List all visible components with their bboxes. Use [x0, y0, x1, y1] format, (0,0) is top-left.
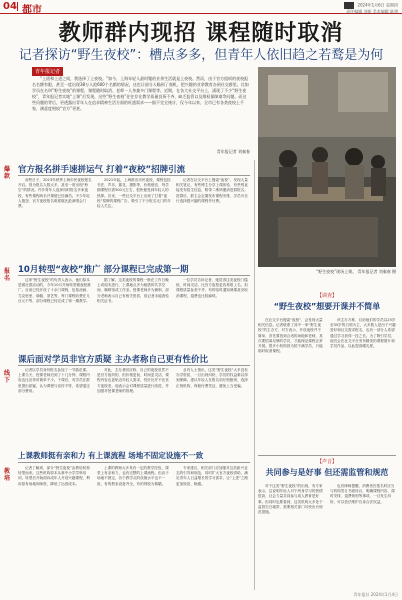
section-column: 据了解，这类夜校的课程一般在工作日晚上或周末进行，上课地点多为租借的共享空间、咖啡馆或工作室。授课老师多为兼职，部分老师表示自己有相关资质，但记者未能查验相关证书。 — [97, 278, 169, 303]
right-column-text: 也有律师提醒，消费者在报名时应当与机构签订书面协议，明确课程内容、课时安排、退费规则等事项，一旦发生纠纷，可以依法维护自身合法权益。 — [330, 484, 395, 504]
section-column: 业内人士指出，这类“野生夜校”大多没有办学资质，一旦出现纠纷，学员的权益难以得到保障。建议年轻人在报名前仔细甄别，选择正规机构，保留付费凭证，避免上当受骗。 — [176, 368, 248, 388]
page-number: 04 — [3, 1, 17, 12]
section-name: 都市 — [22, 5, 42, 16]
lead-paragraph-block — [32, 67, 250, 155]
section-column: 前些日子，2023年秋季上海市民夜校报名开启。因为报名人数太多，甚至一度出现“秒空”的情况。许多青年人选择同时报名多家夜校，有些课程尚未开课便已经满员。不少年轻人抱怨，官方夜校报名难度堪比抢演唱会门票。 — [18, 178, 92, 209]
photo-caption: “野生夜校”现场上课。 青年报记者 刘秦春 摄 — [316, 269, 396, 274]
section-side-label: 爆款 — [4, 166, 11, 180]
section-body — [18, 278, 250, 338]
section-rule — [18, 462, 250, 463]
lead-tag: 青年报记者 — [32, 67, 63, 76]
section-title: 10月转型“夜校”推广 部分课程已完成第一期 — [18, 265, 189, 275]
right-bottom-tag: 【声音】 — [316, 459, 337, 465]
header-meta — [344, 2, 398, 14]
column-divider — [254, 160, 255, 590]
section-column: 专家建议，相关部门应加强对这类新兴业态的引导和规范，同时扩大官方夜校供给，满足青年人日益增长的学习需求，让“上进”之路更加规范、畅通。 — [176, 466, 249, 486]
section-column: 上课的教师大多具有一定的教学经验，课堂上有亲和力，也有完整的上课流程。但由于场地不固定，各个教学点的设施水平也不一致，有的教室设备齐全，有的则较为简陋。 — [97, 466, 169, 486]
newspaper-logo-icon — [344, 2, 354, 9]
section-body — [18, 368, 250, 438]
news-photo — [258, 67, 396, 267]
section-column: 2021年起，上海推出市民夜校，课程包括书法、声乐、插花、摄影等，价格便宜，每学期课程仅需500元左右，很快便受到年轻人的热捧。后来，一些社交平台上出现了打着“夜校”招牌的课程广告，吸引了不少报名无门的年轻人关注。 — [97, 178, 171, 209]
sub-headline: 记者探访“野生夜校”：槽点多多，但青年人依旧趋之若鹜是为何 — [18, 48, 384, 63]
right-bottom-title: 共同参与是好事 但还需监管和规范 — [265, 468, 389, 477]
section-side-label: 线下 — [4, 370, 11, 384]
classroom-photo-image — [258, 67, 396, 267]
main-headline: 教师群内现招 课程随时取消 — [58, 21, 344, 46]
right-top-title: “野生夜校”想要开课并不简单 — [273, 302, 381, 311]
section-side-label: 教培 — [4, 468, 11, 482]
right-bottom-header — [258, 458, 396, 478]
right-section-rule — [258, 455, 396, 456]
section-column: 一位学员告诉记者，她觉得这类夜校门槛低、时间灵活，比官方夜校更容易报上名，但课程质量参差不齐，有时临时通知调课甚至取消课程，退费也比较麻烦。 — [176, 278, 248, 298]
page-header-bar — [0, 0, 402, 14]
section-side-label: 报名 — [4, 268, 11, 282]
lead-text: “上班和上进之间，我选择了上夜校。”如今，上海年轻人最时髦的业余生活就是上夜校。然而，由于官方组织的夜校报名名额有限，甚至一度出现38万人抢600个名额的情况，这也让部分人瞄到了商机，把兴趣的业余教育办到社交群里。比如学员在名叫“野生夜校”的课程，课程随时取消、老师一人身兼多门课程等。近期，在各大社交平台上，涌现了不少“野生夜校”，青年报记者实地“上课”后发现，这些“野生夜校”往往存在教学质量良莠不齐、缺乏监管以及维权保障难等问题。而这些问题的背后，更透露出青年人在追求精神生活方面的旺盛需求——据不完全统计，仅今年以来，全市已有各类夜校上千家，满意度相较“官方”更甚。 — [32, 76, 249, 111]
right-column-text: 对于这类“野生夜校”的出现，有专家表示，这说明年轻人对于终身学习的热情很高，社会力量共同参与成人教育是好事。但同时也要看到，这类机构大多处于监管空白地带，需要相关部门尽快出台规范措施。 — [258, 484, 323, 515]
section-column: 记者了解到，部分“野生夜校”由教培机构转型而来。这些机构原本从事中小学学科培训，转型后开始面向成年人开设兴趣课程，利用原有场地和师资，降低了运营成本。 — [18, 466, 90, 486]
section-rule — [18, 275, 250, 276]
section-title: 上课教师挺有亲和力 有上课流程 场地不固定设施不一致 — [18, 451, 204, 460]
section-body — [18, 178, 250, 248]
section-body — [18, 466, 250, 591]
section-column: 这家“野生夜校”的负责人表示，他们原本是做社群活动的，今年10月开始转型做夜校推广。目前已经开设了十余门课程，包括油画、尤克里里、瑜伽、茶艺等，每门课程收费在几百元不等，部分课程已经完成了第一期教学。 — [18, 278, 91, 303]
page-footer: 青年报社 2024年1月4日 — [353, 592, 398, 597]
right-top-tag: 【调查】 — [316, 293, 337, 299]
right-column-text: 在社交平台搜索“夜校”，会发现大量相关信息。记者联系了其中一家“野生夜校”的主办方，对方表示，开设夜校并不简单，首先要找到合适的场地和老师，其次要招募足够的学员，才能保证课程正常开展。很多小机构因为招不满学员，只能临时取消课程。 — [258, 318, 323, 354]
right-bottom-body — [258, 484, 396, 589]
right-top-body — [258, 318, 396, 453]
right-top-header — [258, 292, 396, 312]
header-date: 2024年1月6日 星期四 — [357, 2, 398, 8]
section-column: 记者以学员身份报名参加了一节插花课。上课当天，授课老师迟到了十几分钟，课程内容也比宣传时简单不少。下课后，有学员在群里提出质疑，认为课程与宣传不符，希望退还部分费用。 — [18, 368, 90, 393]
section-rule — [18, 365, 250, 366]
lead-byline: 青年报记者 刘秦春 — [216, 149, 250, 154]
right-column-text: 该主办方称，目前他们的学员以25岁至35岁的白领为主，大多数人是出于兴趣爱好和社交需求报名，也有一部分人希望通过学习获得一技之长。为了吸引学员，他们会在社交平台发布精美的课程图片和学员作品，以此提高曝光度。 — [330, 318, 396, 349]
header-editors: 责任编辑 刘振 美术编辑 陈建 — [346, 9, 398, 14]
section-column: 记者在社交平台上搜索“夜校”，发现大量相关笔记，有些博主分享上课体验，有些则直接发布招生信息，附带二维码邀请进群报名。进群后，群主会定期发布课程安排，学员可自行选择感兴趣的课程并付费。 — [176, 178, 248, 203]
header-separator — [17, 2, 18, 11]
section-column: 对此，主办者回应称，自己的夜校虽然不是官方组织的，但价格更低、时间更灵活，课程内容也更贴近年轻人需求，性价比并不比官方夜校差。他表示会对课程质量进行改进，并加强对授课老师的管理。 — [97, 368, 169, 393]
section-title: 课后面对学员非官方质疑 主办者称自己更有性价比 — [18, 355, 208, 365]
section-rule — [18, 175, 250, 176]
section-title: 官方报名拼手速拼运气 打着“夜校”招牌引流 — [18, 165, 186, 175]
